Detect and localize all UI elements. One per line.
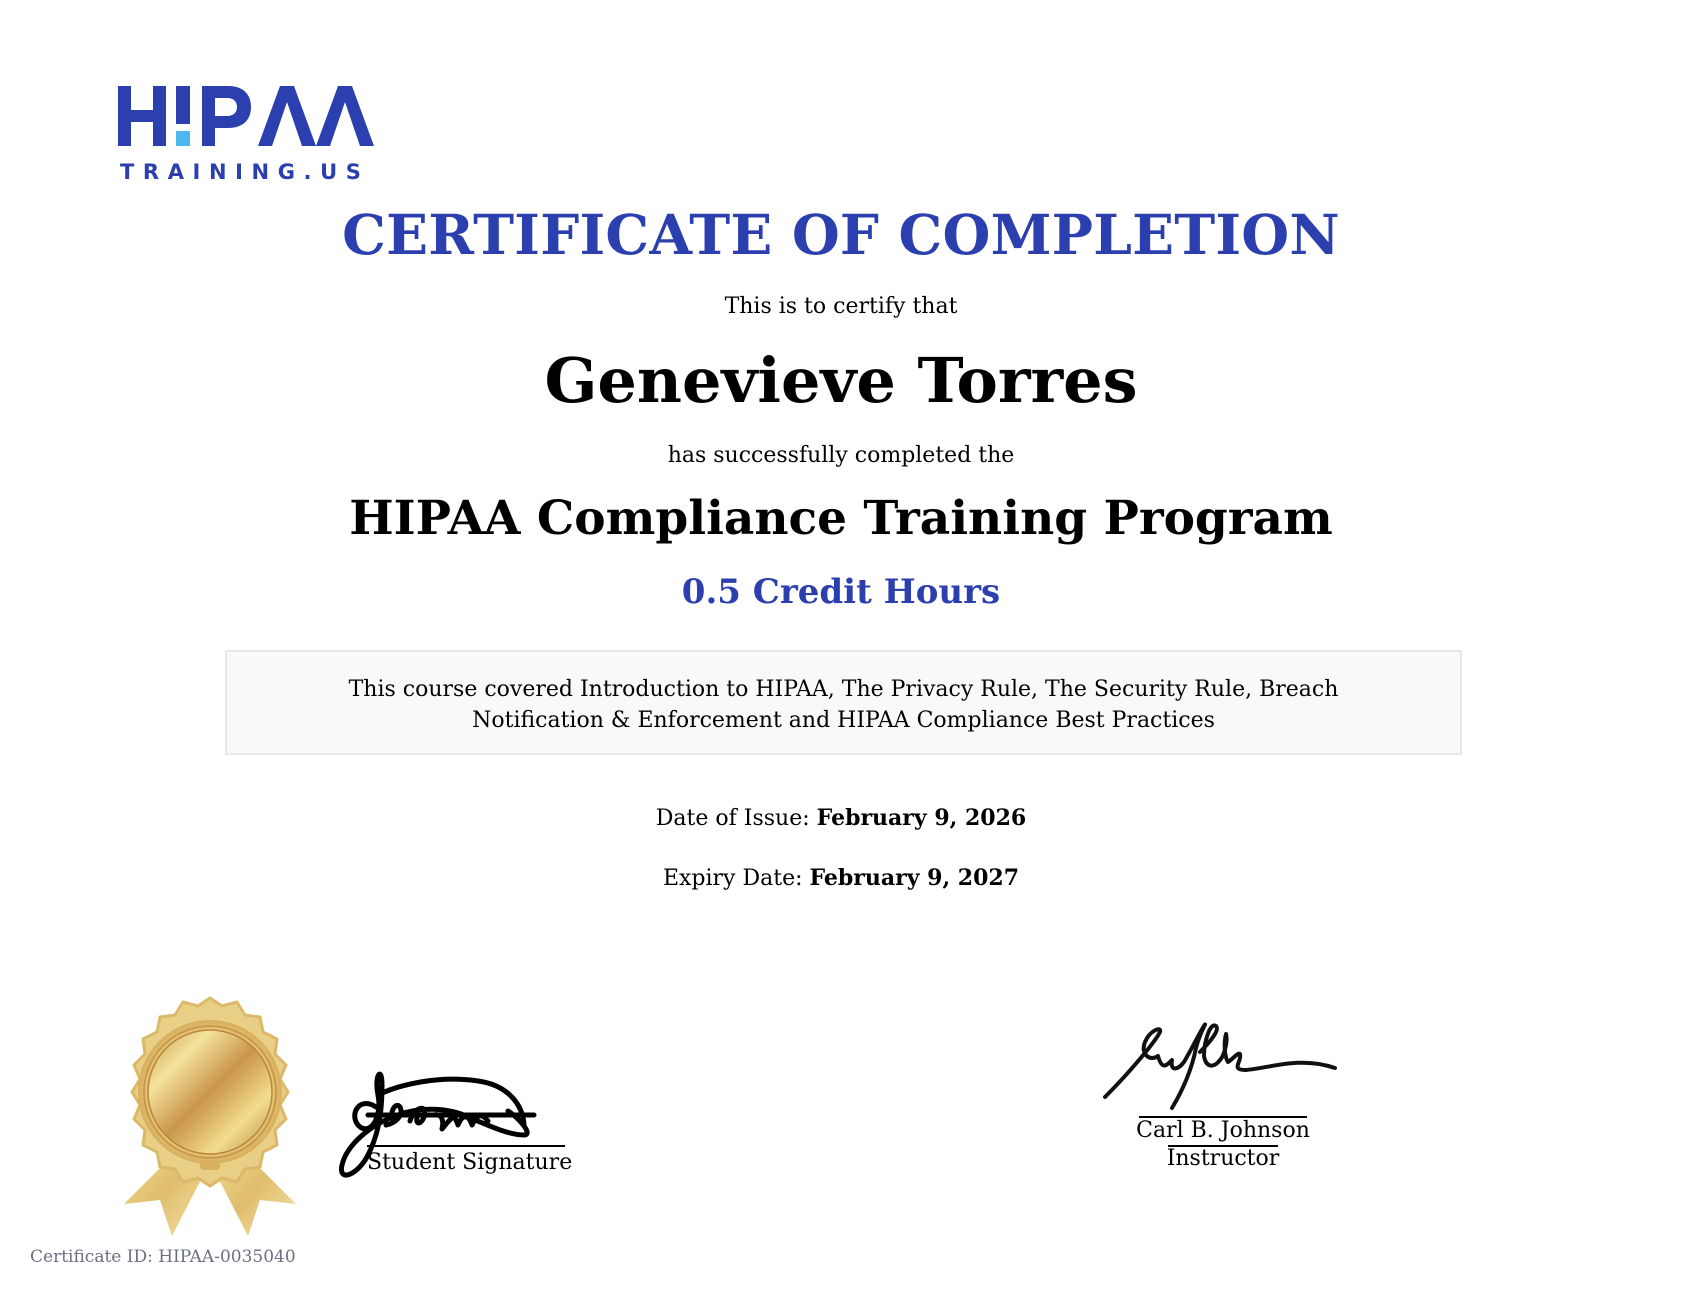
- instructor-name: Carl B. Johnson: [1136, 1118, 1310, 1143]
- credit-hours: 0.5 Credit Hours: [681, 572, 1001, 612]
- course-description-box: [225, 650, 1462, 755]
- certificate-title: CERTIFICATE OF COMPLETION: [342, 202, 1340, 267]
- logo-subtitle: TRAINING.US: [120, 160, 370, 184]
- instructor-signature-block: [1100, 1012, 1350, 1182]
- issue-date: February 9, 2026: [816, 805, 1027, 831]
- certificate-id: Certificate ID: HIPAA-0035040: [30, 1247, 296, 1267]
- certify-intro-text: This is to certify that: [724, 294, 958, 319]
- date-of-issue: [0, 803, 1682, 834]
- hipaa-logo-wordmark-icon: [118, 84, 380, 150]
- hipaa-training-logo: [118, 84, 380, 184]
- expiry-date-value: February 9, 2027: [809, 865, 1020, 891]
- instructor-title: Instructor: [1166, 1146, 1280, 1171]
- program-name: HIPAA Compliance Training Program: [349, 491, 1333, 546]
- instructor-signature-image: [1100, 1012, 1350, 1116]
- issue-label: Date of Issue:: [655, 806, 810, 831]
- student-signature-line: [367, 1145, 565, 1147]
- course-description: This course covered Introduction to HIPAA, The Privacy Rule, The Security Rule, Breach Notification & Enforcement and HIPAA Compliance Best Practices: [348, 677, 1339, 733]
- expiry-label: Expiry Date:: [662, 866, 803, 891]
- recipient-name: Genevieve Torres: [544, 344, 1138, 417]
- student-signature-block: [338, 1055, 573, 1185]
- gold-award-seal-icon: [112, 996, 308, 1240]
- course-description-text: [227, 674, 1460, 736]
- completed-text: has successfully completed the: [667, 443, 1015, 468]
- student-signature-label: Student Signature: [367, 1150, 573, 1175]
- expiry-date: [0, 863, 1682, 894]
